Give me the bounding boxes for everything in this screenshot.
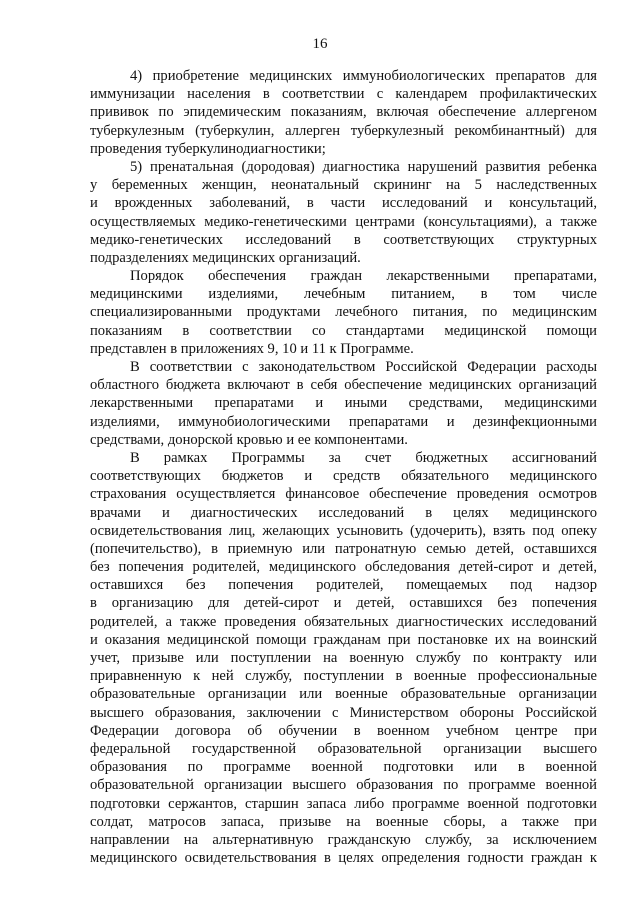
body-text xyxy=(90,67,597,867)
text-line: высшего образования, заключении с Министерством обороны Российской xyxy=(90,704,597,721)
text-line: областного бюджета включают в себя обеспечение медицинских организаций xyxy=(90,377,597,394)
text-line: Федерации договора об обучении в военном учебном центре при xyxy=(90,722,597,739)
text-line: В рамках Программы за счет бюджетных ассигнований xyxy=(130,449,597,466)
text-line: проведения туберкулинодиагностики; xyxy=(90,140,326,157)
text-line: и оказания медицинской помощи гражданам при постановке их на воинский xyxy=(90,631,597,648)
text-line: оставшихся без попечения родителей, помещаемых под надзор xyxy=(90,577,597,594)
text-line: страхования осуществляется финансовое обеспечение проведения осмотров xyxy=(90,486,597,503)
text-line: медицинскими изделиями, лечебным питанием, в том числе xyxy=(90,286,597,303)
text-line: медицинского освидетельствования в целях определения годности граждан к xyxy=(90,850,597,867)
text-line: туберкулезным (туберкулин, аллерген туберкулезный рекомбинантный) для xyxy=(90,122,597,139)
text-line: родителей, а также проведения обязательных диагностических исследований xyxy=(90,613,597,630)
text-line: направлении на альтернативную гражданскую службу, за исключением xyxy=(90,831,597,848)
text-line: осуществляемых медико-генетическими центрами (консультациями), а также xyxy=(90,213,597,230)
text-line: и врожденных заболеваний, в части исследований и консультаций, xyxy=(90,195,597,212)
text-line: без попечения родителей, медицинского обследования детей-сирот и детей, xyxy=(90,559,597,576)
text-line: образования по программе военной подготовки или в военной xyxy=(90,759,597,776)
text-line: врачами и диагностических исследований в целях медицинского xyxy=(90,504,597,521)
text-line: образовательные организации или военные образовательные организации xyxy=(90,686,597,703)
text-line: прививок по эпидемическим показаниям, включая обеспечение аллергеном xyxy=(90,104,597,121)
text-line: приравненную к ней службу, поступлении в военные профессиональные xyxy=(90,668,597,685)
text-line: образовательной организации высшего образования по программе военной xyxy=(90,777,597,794)
text-line: 4) приобретение медицинских иммунобиологических препаратов для xyxy=(130,68,597,84)
text-line: лекарственными препаратами и иными средствами, медицинскими xyxy=(90,395,597,412)
text-line: учет, призыве или поступлении на военную службу по контракту или xyxy=(90,650,597,666)
text-line: средствами, донорской кровью и ее компонентами. xyxy=(90,431,408,448)
text-line: медико-генетических исследований в соответствующих структурных xyxy=(90,231,597,248)
text-line: 5) пренатальная (дородовая) диагностика нарушений развития ребенка xyxy=(130,158,597,175)
text-line: подразделениях медицинских организаций. xyxy=(90,249,361,266)
text-line: В соответствии с законодательством Российской Федерации расходы xyxy=(130,359,597,375)
text-line: соответствующих бюджетов и средств обязательного медицинского xyxy=(90,468,597,485)
text-line: изделиями, иммунобиологическими препаратами и дезинфекционными xyxy=(90,413,597,430)
page-number: 16 xyxy=(312,36,328,52)
text-line: специализированными продуктами лечебного питания, по медицинским xyxy=(90,304,597,321)
text-line: показаниям в соответствии со стандартами медицинской помощи xyxy=(90,322,597,339)
text-line: у беременных женщин, неонатальный скрининг на 5 наследственных xyxy=(90,177,597,194)
text-line: иммунизации населения в соответствии с календарем профилактических xyxy=(90,86,597,103)
text-line: подготовки сержантов, старшин запаса либо программе военной подготовки xyxy=(90,795,597,812)
text-line: солдат, матросов запаса, призыве на военные сборы, а также при xyxy=(90,813,597,830)
text-line: Порядок обеспечения граждан лекарственными препаратами, xyxy=(130,268,597,285)
text-line: в организацию для детей-сирот и детей, оставшихся без попечения xyxy=(90,595,597,612)
text-line: представлен в приложениях 9, 10 и 11 к Программе. xyxy=(90,340,414,357)
text-line: освидетельствования лиц, желающих усыновить (удочерить), взять под опеку xyxy=(90,522,597,539)
text-line: федеральной государственной образовательной организации высшего xyxy=(90,740,597,757)
text-line: (попечительство), в приемную или патронатную семью детей, оставшихся xyxy=(90,540,597,557)
